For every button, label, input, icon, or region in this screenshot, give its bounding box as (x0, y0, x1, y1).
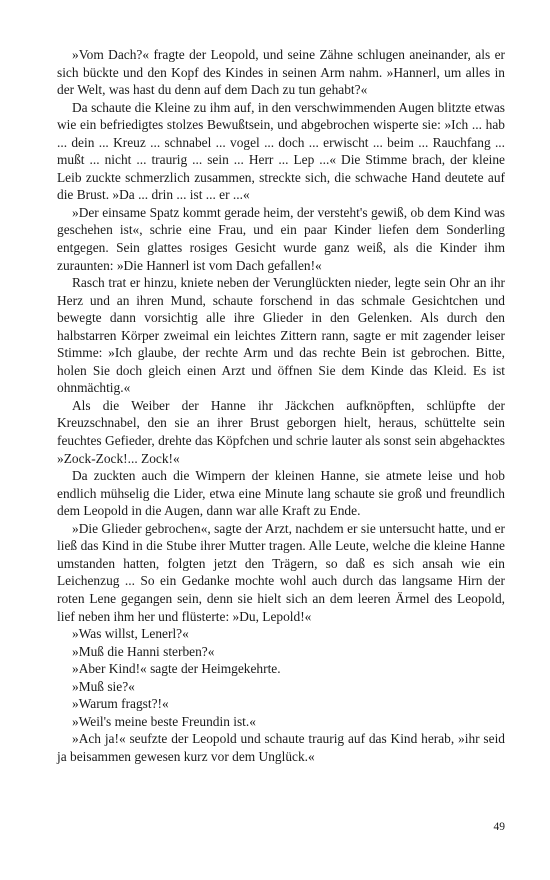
paragraph: »Muß die Hanni sterben?« (72, 643, 215, 659)
paragraph: »Was willst, Lenerl?« (72, 626, 189, 642)
paragraph: Rasch trat er hinzu, kniete neben der Verunglückten nieder, legte sein Ohr an ihr Herz und an ihren Mund, schaute forschend in das schmale Gesichtchen und bewegte dann vorsichtig alle ihre Glieder in den Gelenken. Als durch den halbstarren Körper zweimal ein leichtes Zittern rann, sagte er mit zagender leiser Stimme: »Ich glaube, der rechte Arm und das rechte Bein ist gebrochen. Bitte, holen Sie doch gleich einen Arzt und öffnen Sie dem Kinde das Kleid. Es ist ohnmächtig.« (57, 275, 505, 396)
paragraph: »Weil's meine beste Freundin ist.« (72, 713, 256, 729)
paragraph: Als die Weiber der Hanne ihr Jäckchen aufknöpften, schlüpfte der Kreuzschnabel, den sie an ihrer Brust geborgen hielt, heraus, schüttelte sein feuchtes Gefieder, drehte das Köpfchen und schrie lauter als sonst sein abgehacktes »Zock-Zock!... Zock!« (57, 397, 505, 466)
paragraph: »Der einsame Spatz kommt gerade heim, der versteht's gewiß, ob dem Kind was geschehen ist«, schrie eine Frau, und ein paar Kinder liefen dem Sonderling entgegen. Sein glattes rosiges Gesicht wurde ganz weiß, als die Kinder ihm zuraunten: »Die Hannerl ist vom Dach gefallen!« (57, 204, 505, 273)
paragraph: »Muß sie?« (72, 678, 135, 694)
paragraph: »Vom Dach?« fragte der Leopold, und seine Zähne schlugen aneinander, als er sich bückte und den Kopf des Kindes in seinen Arm nahm. »Hannerl, um alles in der Welt, was hast du denn auf dem Dach zu tun gehabt?« (57, 47, 505, 98)
paragraph: Da zuckten auch die Wimpern der kleinen Hanne, sie atmete leise und hob endlich mühselig die Lider, etwa eine Minute lang schaute sie groß und freundlich dem Leopold in die Augen, dann war alle Kraft zu Ende. (57, 468, 505, 519)
paragraph: »Ach ja!« seufzte der Leopold und schaute traurig auf das Kind herab, »ihr seid ja beisammen gewesen kurz vor dem Unglück.« (57, 731, 505, 764)
paragraph: Da schaute die Kleine zu ihm auf, in den verschwimmenden Augen blitzte etwas wie ein befriedigtes stolzes Bewußtsein, und abgebrochen wisperte sie: »Ich ... hab ... dein ... Kreuz ... schnabel ... vogel ... doch ... erwischt ... beim ... Rauchfang ... mußt ... nicht ... traurig ... sein ... Herr ... Lep ...« Die Stimme brach, der kleine Leib zuckte schmerzlich zusammen, streckte sich, die schwache Hand deutete auf die Brust. »Da ... drin ... ist ... er ...« (57, 99, 505, 203)
paragraph: »Warum fragst?!« (72, 696, 169, 712)
paragraph: »Aber Kind!« sagte der Heimgekehrte. (72, 661, 281, 677)
page-number: 49 (493, 821, 505, 833)
body-text (57, 46, 505, 765)
paragraph: »Die Glieder gebrochen«, sagte der Arzt, nachdem er sie untersucht hatte, und er ließ das Kind in die Stube ihrer Mutter tragen. Alle Leute, welche die kleine Hanne umstanden hatten, folgten jetzt den Trägern, so daß es sich ansah wie ein Leichenzug ... So ein Gedanke mochte wohl auch durch das langsame Hirn der roten Lene gegangen sein, denn sie hielt sich an dem leeren Ärmel des Leopold, lief neben ihm her und flüsterte: »Du, Lepold!« (57, 520, 505, 624)
